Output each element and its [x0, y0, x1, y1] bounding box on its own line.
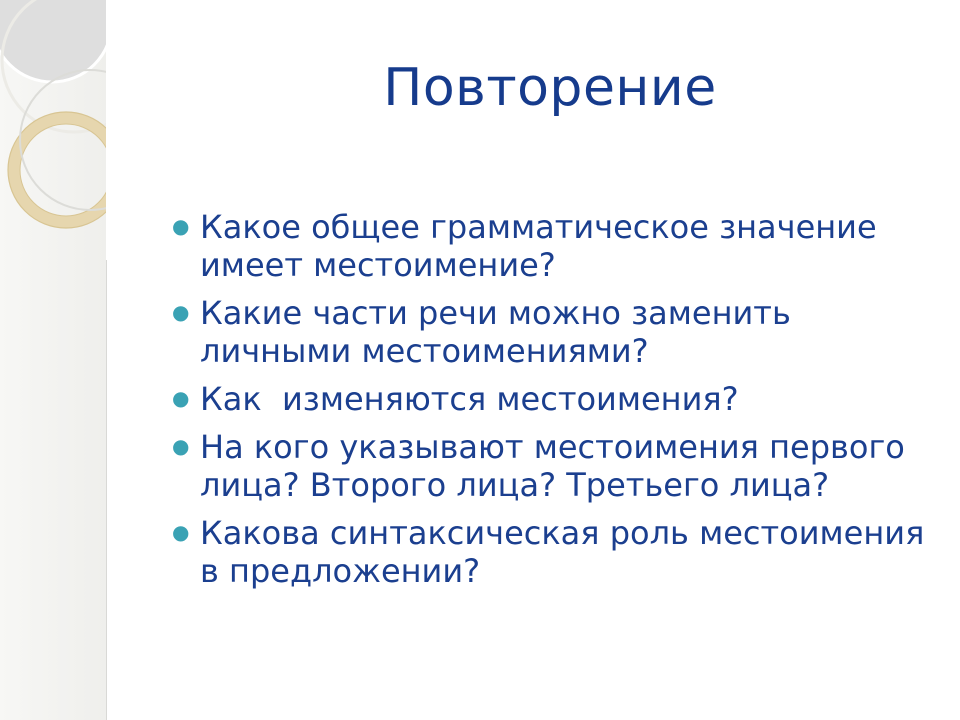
slide-title: Повторение — [383, 58, 717, 118]
bullet-text: На кого указывают местоимения первого лица? Второго лица? Третьего лица? — [200, 428, 905, 504]
bullet-text: Какова синтаксическая роль местоимения в предложении? — [200, 514, 925, 590]
bullet-icon: ● — [172, 300, 190, 324]
bullet-text: Какие части речи можно заменить личными местоимениями? — [200, 294, 791, 370]
list-item — [168, 428, 928, 504]
list-item — [168, 380, 928, 418]
bullet-icon: ● — [172, 214, 190, 238]
bullet-icon: ● — [172, 386, 190, 410]
bullet-text: Как изменяются местоимения? — [200, 380, 739, 418]
list-item — [168, 208, 928, 284]
circles-decoration-icon — [0, 0, 110, 260]
bullet-list — [168, 208, 928, 600]
bullet-icon: ● — [172, 520, 190, 544]
bullet-icon: ● — [172, 434, 190, 458]
bullet-text: Какое общее грамматическое значение имеет местоимение? — [200, 208, 877, 284]
list-item — [168, 294, 928, 370]
list-item — [168, 514, 928, 590]
